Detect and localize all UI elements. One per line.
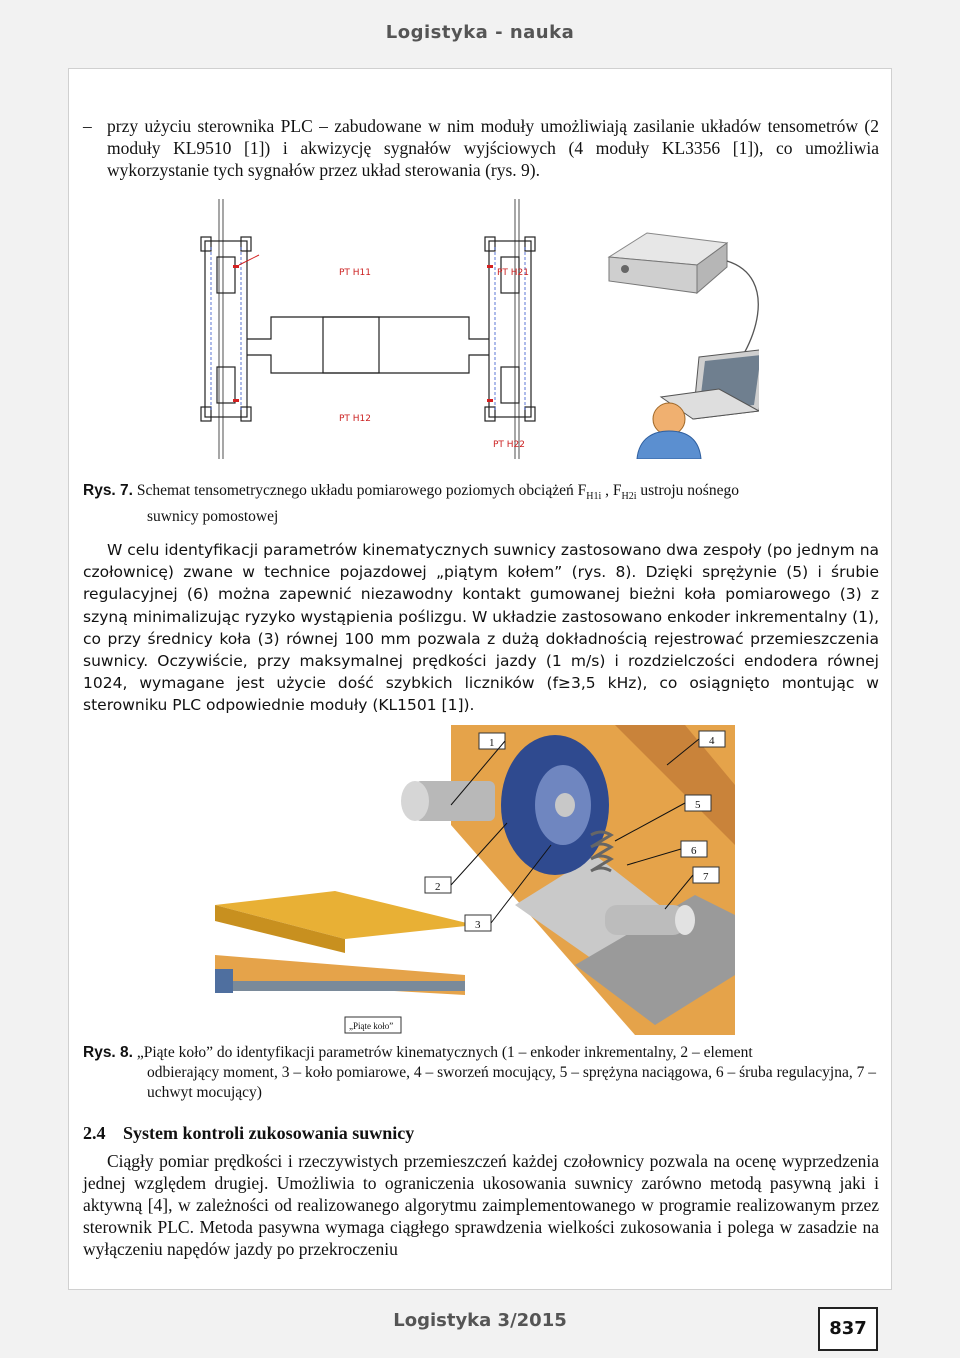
running-header: Logistyka - nauka: [385, 22, 575, 43]
footer-journal: Logistyka 3/2015: [393, 1310, 567, 1331]
callout-3: 3: [475, 919, 481, 931]
bullet-paragraph: [83, 115, 879, 181]
label-pt-h12: PT H12: [339, 414, 372, 424]
paragraph-fifth-wheel: W celu identyfikacji parametrów kinematycznych suwnicy zastosowano dwa zespoły (po jednym na czołownicę) zwane w technice pojazdowej „piątym kołem” (rys. 8). Dzięki sprężynie (5) i śrubie regulacyjnej (6) można zapewnić niezawodny kontakt gumowanej bieżni koła pomiarowego (3) z szyną minimalizując ryzyko wystąpienia poślizgu. W układzie zastosowano enkoder inkrementalny (1), co przy średnicy koła (3) równej 100 mm pozwala z dużą dokładnością rejestrować przemieszczenia suwnicy. Oczywiście, przy maksymalnej prędkości jazdy (1 m/s) i rozdzielczości endodera równej 1024, wymagane jest użycie dość szybkich liczników (f≥3,5 kHz), co osiągnięto montując w sterowniku PLC odpowiednie moduły (KL1501 [1]).: [83, 541, 880, 715]
label-pt-h22: PT H22: [493, 440, 526, 450]
measuring-wheel: [501, 735, 609, 875]
callout-5: 5: [695, 799, 701, 811]
caption-sub-h2i: H2i: [621, 491, 637, 503]
callout-2: 2: [435, 881, 441, 893]
figure-8-caption: [83, 1043, 879, 1103]
encoder-shaft: [401, 781, 495, 821]
label-pt-h11: PT H11: [339, 268, 372, 278]
daq-device-icon: [609, 233, 727, 293]
section-title: System kontroli zukosowania suwnicy: [123, 1123, 415, 1143]
mounting-pin: [605, 905, 695, 935]
bullet-text: przy użyciu sterownika PLC – zabudowane w nim moduły umożliwiają zasilanie układów tensometrów (2 moduły KL9510 [1]) i akwizycję sygnałów wyjściowych (4 moduły KL3356 [1]), co umożliwia wykorzystanie tych sygnałów przez układ sterowania (rys. 9).: [107, 116, 879, 180]
callout-1: 1: [489, 737, 495, 749]
caption-text: Schemat tensometrycznego układu pomiarowego poziomych obciążeń F: [136, 482, 587, 499]
figure-7-caption: [83, 481, 879, 527]
figure-8-render: [215, 725, 749, 1037]
inset-label: „Piąte koło”: [349, 1021, 394, 1031]
callout-4: 4: [709, 735, 715, 747]
section-heading: [83, 1123, 414, 1144]
caption-sub-h1i: H1i: [586, 491, 602, 503]
caption-end: ustroju nośnego: [636, 482, 739, 499]
caption-label: Rys. 8.: [83, 1044, 133, 1061]
callout-7: 7: [703, 871, 709, 883]
callout-6: 6: [691, 845, 697, 857]
paragraph-skew: Ciągły pomiar prędkości i rzeczywistych przemieszczeń każdej czołownicy pozwala na ocenę wyprzedzenia jednej względem drugiej. Umożliwia to ograniczenia ukosowania suwnicy zarówno metodą pasywną jaki i aktywną [4], w zależności od realizowanego algorytmu zaimplementowanego w programie realizowanym przez sterownik PLC. Metoda pasywna wymaga ciągłego sprawdzenia wielkości zukosowania i polega w zasadzie na wyłączeniu napędów jazdy po przekroczeniu: [83, 1151, 879, 1259]
crane-inset: [215, 891, 475, 995]
page-number: 837: [818, 1307, 878, 1351]
caption-label: Rys. 7.: [83, 482, 133, 499]
caption-continuation: odbierający moment, 3 – koło pomiarowe, 4 – sworzeń mocujący, 5 – sprężyna naciągowa, 6 – śruba regulacyjna, 7 – uchwyt mocujący): [147, 1064, 876, 1101]
caption-mid: , F: [601, 482, 622, 499]
bullet-dash: –: [83, 116, 92, 136]
label-pt-h21: PT H21: [497, 268, 530, 278]
page-sheet: [68, 68, 892, 1290]
figure-7-schematic: [199, 197, 759, 459]
caption-first-line: „Piąte koło” do identyfikacji parametrów kinematycznych (1 – enkoder inkrementalny, 2 – element: [136, 1044, 753, 1061]
caption-continuation: suwnicy pomostowej: [147, 508, 279, 526]
section-number: 2.4: [83, 1123, 106, 1143]
